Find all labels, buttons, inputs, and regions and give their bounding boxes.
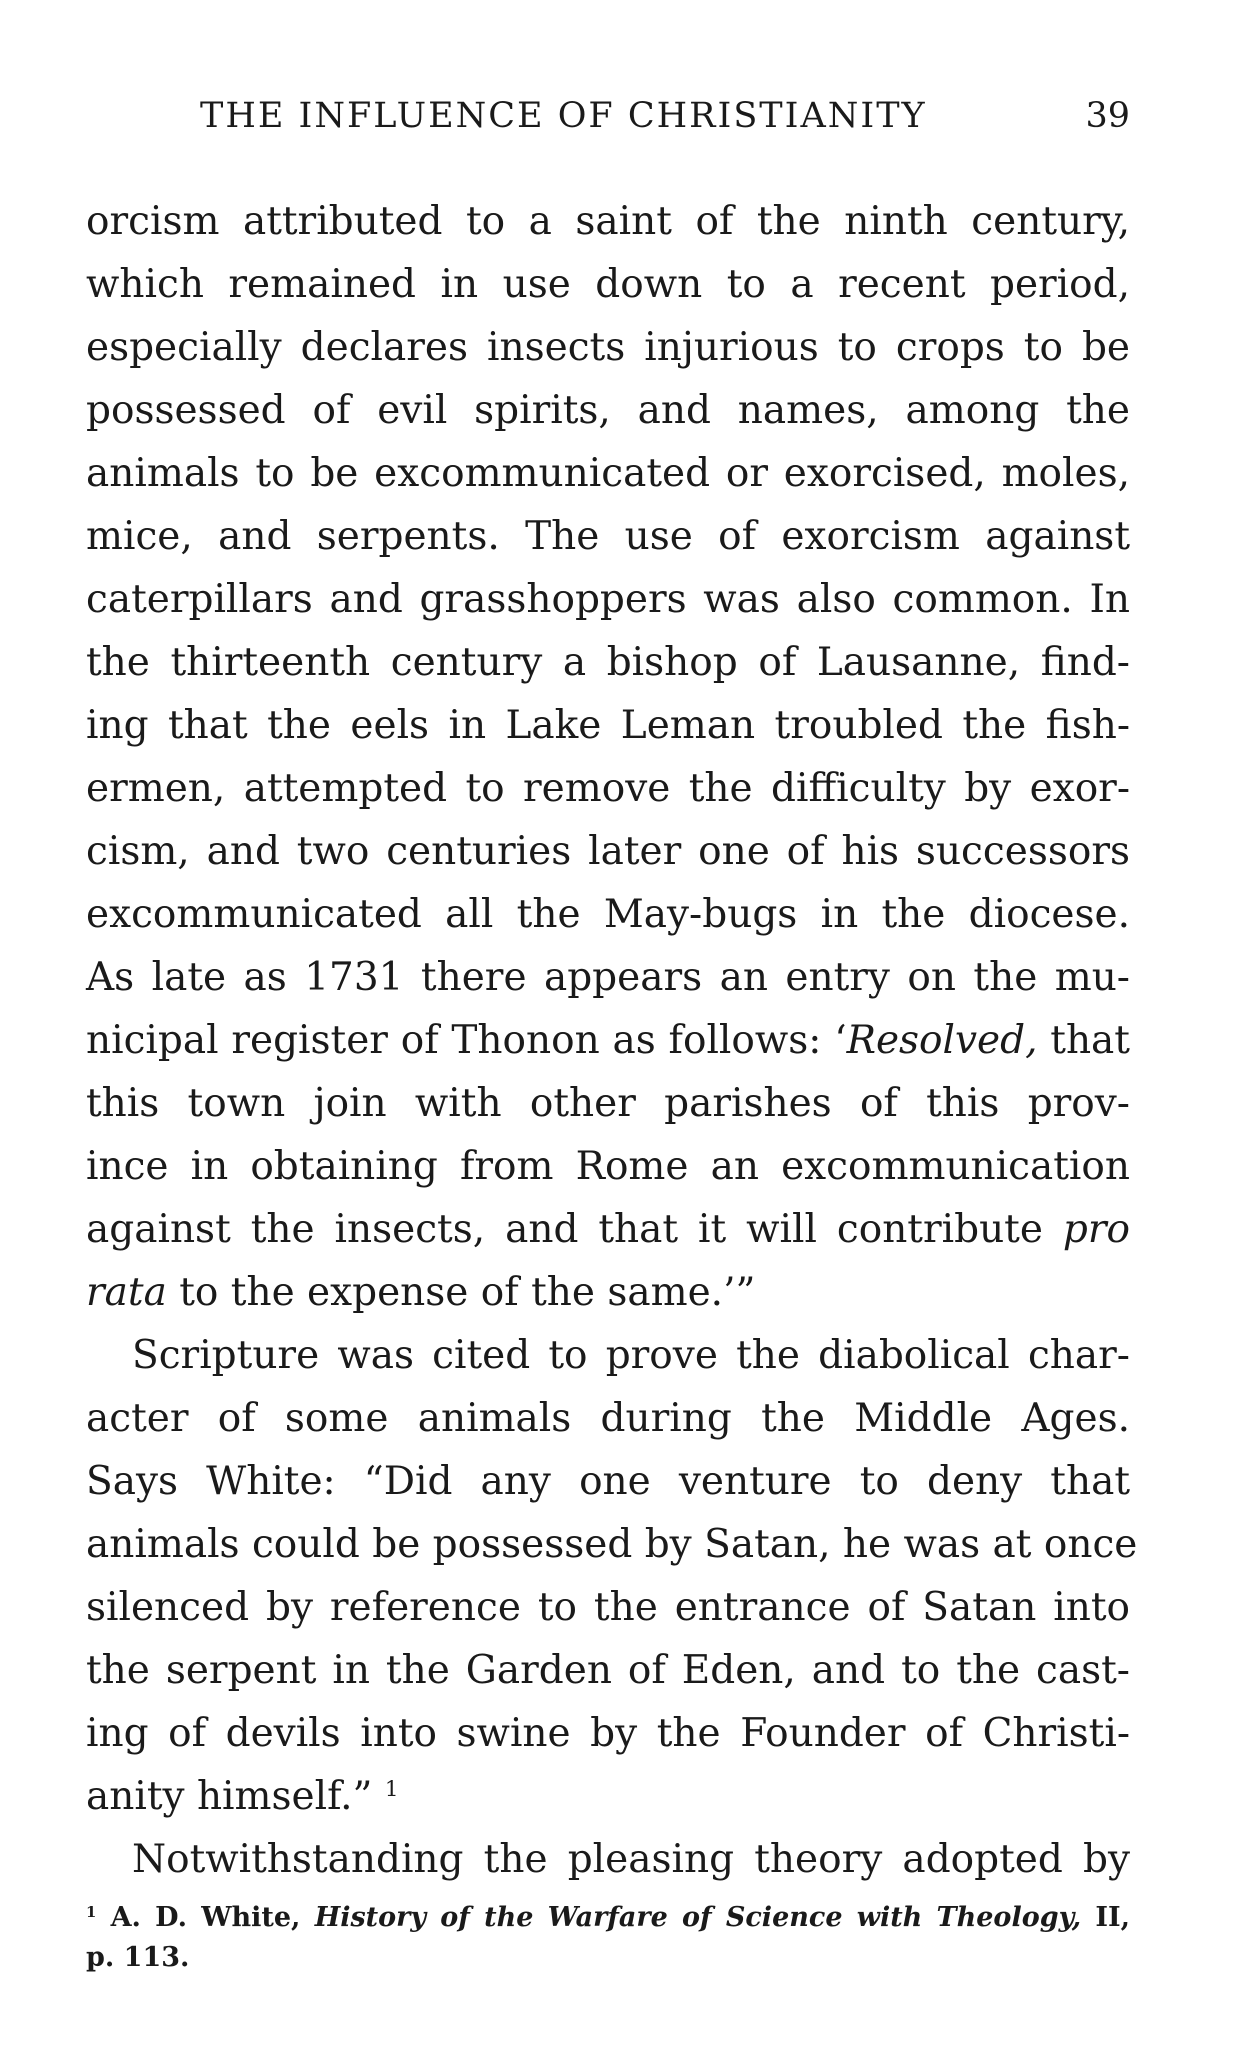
running-head-title: THE INFLUENCE OF CHRISTIANITY	[200, 96, 927, 136]
text-line: ermen, attempted to remove the difficulty by exor-	[86, 766, 1130, 811]
text-segment: against the insects, and that it will contribute	[86, 1207, 1043, 1252]
footnote-work-title: History of the Warfare of Science with Theology,	[314, 1902, 1082, 1933]
italic-text: pro	[1062, 1207, 1130, 1252]
footnote-line	[86, 1938, 1130, 1978]
text-line: ing that the eels in Lake Leman troubled the fish-	[86, 703, 1130, 748]
text-line: ing of devils into swine by the Founder of Christi-	[86, 1711, 1130, 1756]
text-line: caterpillars and grasshoppers was also common. In	[86, 577, 1130, 622]
text-segment: anity himself.”	[86, 1774, 373, 1819]
page-number: 39	[1085, 96, 1130, 136]
text-line: possessed of evil spirits, and names, among the	[86, 388, 1130, 433]
text-line: this town join with other parishes of this prov-	[86, 1081, 1130, 1126]
italic-text: Resolved,	[846, 1018, 1038, 1063]
text-line: silenced by reference to the entrance of Satan into	[86, 1585, 1130, 1630]
text-line	[86, 1261, 1130, 1324]
text-line: orcism attributed to a saint of the ninth century,	[86, 199, 1130, 244]
text-segment: to the expense of the same.’”	[179, 1270, 756, 1315]
text-line: especially declares insects injurious to crops to be	[86, 325, 1130, 370]
text-segment: nicipal register of Thonon as follows:	[86, 1018, 822, 1063]
footnote-volume: II,	[1095, 1902, 1130, 1933]
text-line: As late as 1731 there appears an entry on the mu-	[86, 955, 1130, 1000]
text-line: acter of some animals during the Middle Ages.	[86, 1396, 1130, 1441]
footnote	[86, 1898, 1130, 1978]
text-segment: that	[1050, 1018, 1130, 1063]
paragraph-first-line: Scripture was cited to prove the diabolical char-	[132, 1333, 1130, 1378]
footnote-author: A. D. White,	[110, 1902, 301, 1933]
footnote-marker: 1	[86, 1903, 97, 1922]
text-line	[86, 1765, 1130, 1828]
body-text	[86, 190, 1138, 1891]
text-line: excommunicated all the May-bugs in the diocese.	[86, 892, 1130, 937]
running-head	[200, 96, 1130, 146]
text-line	[86, 1198, 1130, 1261]
text-line: which remained in use down to a recent period,	[86, 262, 1130, 307]
footnote-reference[interactable]: 1	[384, 1777, 399, 1803]
text-line: the serpent in the Garden of Eden, and to the cast-	[86, 1648, 1130, 1693]
text-line: animals could be possessed by Satan, he was at once	[86, 1522, 1138, 1567]
text-line: Says White: “Did any one venture to deny that	[86, 1459, 1130, 1504]
text-line: cism, and two centuries later one of his successors	[86, 829, 1130, 874]
italic-text: rata	[86, 1270, 167, 1315]
footnote-page: p. 113.	[86, 1942, 190, 1973]
text-line: the thirteenth century a bishop of Lausanne, find-	[86, 640, 1130, 685]
text-line: animals to be excommunicated or exorcised, moles,	[86, 451, 1130, 496]
footnote-line	[86, 1898, 1130, 1938]
paragraph-first-line: Notwithstanding the pleasing theory adopted by	[132, 1837, 1130, 1882]
text-line: mice, and serpents. The use of exorcism against	[86, 514, 1130, 559]
text-line: nicipal register of Thonon as follows: ‘Resolved, that	[86, 1018, 1130, 1063]
text-line: ince in obtaining from Rome an excommunication	[86, 1144, 1130, 1189]
